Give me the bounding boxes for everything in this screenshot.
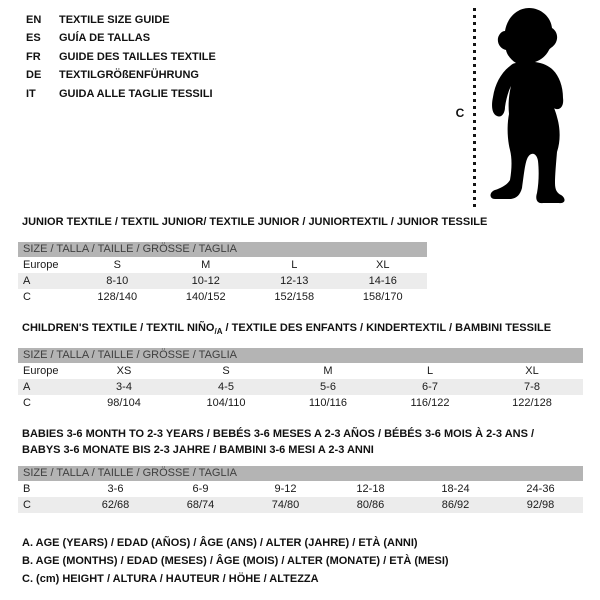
size-cell: 6-7: [422, 381, 438, 393]
table-row-height: [18, 497, 583, 513]
size-cell: 104/110: [206, 397, 246, 409]
language-code: IT: [26, 87, 36, 100]
row-label: C: [23, 499, 31, 511]
size-cell: XS: [116, 365, 132, 377]
row-label: Europe: [23, 259, 59, 271]
language-label: TEXTILE SIZE GUIDE: [59, 14, 170, 26]
size-cell: 3-6: [107, 483, 124, 495]
size-cell: M: [323, 365, 333, 377]
size-cell: 3-4: [116, 381, 132, 393]
table-row-europe: [18, 257, 427, 273]
size-cell: 110/116: [308, 397, 348, 409]
row-label: A: [23, 381, 31, 393]
children-size-table: [18, 348, 583, 411]
language-label: GUIDA ALLE TAGLIE TESSILI: [59, 87, 213, 100]
children-title-sub: /A: [214, 327, 223, 337]
size-header-bar: SIZE / TALLA / TAILLE / GRÖSSE / TAGLIA: [18, 242, 427, 257]
table-row-height: [18, 289, 427, 305]
babies-table-title: [22, 426, 534, 458]
size-cell: 128/140: [97, 291, 138, 303]
language-label: GUIDE DES TAILLES TEXTILE: [59, 50, 216, 63]
size-cell: 92/98: [526, 499, 555, 511]
size-cell: 9-12: [274, 483, 297, 495]
table-row-months: [18, 481, 583, 497]
size-cell: L: [426, 365, 434, 377]
size-cell: 86/92: [441, 499, 470, 511]
children-table-title: [22, 320, 551, 340]
size-cell: 158/170: [362, 291, 403, 303]
size-cell: 12-18: [356, 483, 385, 495]
row-label: C: [23, 291, 31, 303]
language-label: TEXTILGRÖßENFÜHRUNG: [59, 69, 199, 82]
size-cell: 12-13: [280, 275, 309, 287]
size-cell: 8-10: [106, 275, 129, 287]
table-row-height: [18, 395, 583, 411]
size-cell: XL: [525, 365, 539, 377]
language-label: GUÍA DE TALLAS: [59, 32, 151, 45]
language-code: ES: [26, 32, 41, 45]
size-cell: S: [113, 259, 121, 271]
language-code: EN: [26, 14, 42, 26]
language-code: DE: [26, 69, 42, 82]
language-guide: [26, 11, 216, 103]
footnote-a: A. AGE (YEARS) / EDAD (AÑOS) / ÂGE (ANS) / ALTER (JAHRE) / ETÀ (ANNI): [22, 537, 418, 549]
size-cell: 18-24: [441, 483, 470, 495]
size-cell: 62/68: [101, 499, 130, 511]
size-cell: S: [222, 365, 230, 377]
height-dashed-line: [473, 8, 476, 208]
size-cell: 152/158: [274, 291, 315, 303]
babies-title-line1: BABIES 3-6 MONTH TO 2-3 YEARS / BEBÉS 3-6 MESES A 2-3 AÑOS / BÉBÉS 3-6 MOIS À 2-3 ANS /: [22, 428, 535, 440]
size-cell: 122/128: [512, 397, 552, 409]
language-row-de: [26, 66, 216, 84]
toddler-silhouette-icon: [478, 5, 598, 210]
size-cell: 98/104: [107, 397, 141, 409]
size-cell: 7-8: [524, 381, 540, 393]
footnote-c: C. (cm) HEIGHT / ALTURA / HAUTEUR / HÖHE / ALTEZZA: [22, 572, 319, 585]
row-label: B: [23, 483, 31, 495]
size-cell: 5-6: [320, 381, 336, 393]
footnote-b: B. AGE (MONTHS) / EDAD (MESES) / ÂGE (MOIS) / ALTER (MONATE) / ETÀ (MESI): [22, 554, 449, 567]
size-cell: XL: [376, 259, 390, 271]
height-measure-label: C: [455, 106, 465, 120]
size-cell: 80/86: [356, 499, 385, 511]
size-cell: 140/152: [185, 291, 226, 303]
language-row-en: [26, 11, 216, 29]
size-cell: M: [201, 259, 211, 271]
size-cell: 14-16: [368, 275, 397, 287]
size-cell: 74/80: [271, 499, 300, 511]
size-header-bar: SIZE / TALLA / TAILLE / GRÖSSE / TAGLIA: [18, 466, 583, 481]
table-row-age: [18, 379, 583, 395]
babies-size-table: [18, 466, 583, 513]
babies-title-line2: BABYS 3-6 MONATE BIS 2-3 JAHRE / BAMBINI 3-6 MESI A 2-3 ANNI: [22, 444, 374, 456]
footnotes: [22, 535, 449, 588]
row-label: C: [23, 397, 31, 409]
size-header-bar: SIZE / TALLA / TAILLE / GRÖSSE / TAGLIA: [18, 348, 583, 363]
size-cell: 24-36: [526, 483, 555, 495]
junior-size-table: [18, 242, 427, 305]
language-code: FR: [26, 50, 41, 63]
size-cell: 4-5: [218, 381, 234, 393]
junior-table-title: JUNIOR TEXTILE / TEXTIL JUNIOR/ TEXTILE JUNIOR / JUNIORTEXTIL / JUNIOR TESSILE: [22, 216, 488, 228]
children-title-post: / TEXTILE DES ENFANTS / KINDERTEXTIL / BAMBINI TESSILE: [222, 322, 552, 334]
language-row-fr: [26, 48, 216, 66]
row-label: Europe: [23, 365, 59, 377]
size-cell: L: [291, 259, 298, 271]
row-label: A: [23, 275, 31, 287]
size-cell: 68/74: [186, 499, 215, 511]
table-row-age: [18, 273, 427, 289]
language-row-es: [26, 29, 216, 47]
language-row-it: [26, 85, 216, 103]
table-row-europe: [18, 363, 583, 379]
children-title-pre: CHILDREN'S TEXTILE / TEXTIL NIÑO: [22, 322, 215, 334]
size-cell: 10-12: [191, 275, 220, 287]
size-cell: 6-9: [192, 483, 209, 495]
size-cell: 116/122: [410, 397, 450, 409]
